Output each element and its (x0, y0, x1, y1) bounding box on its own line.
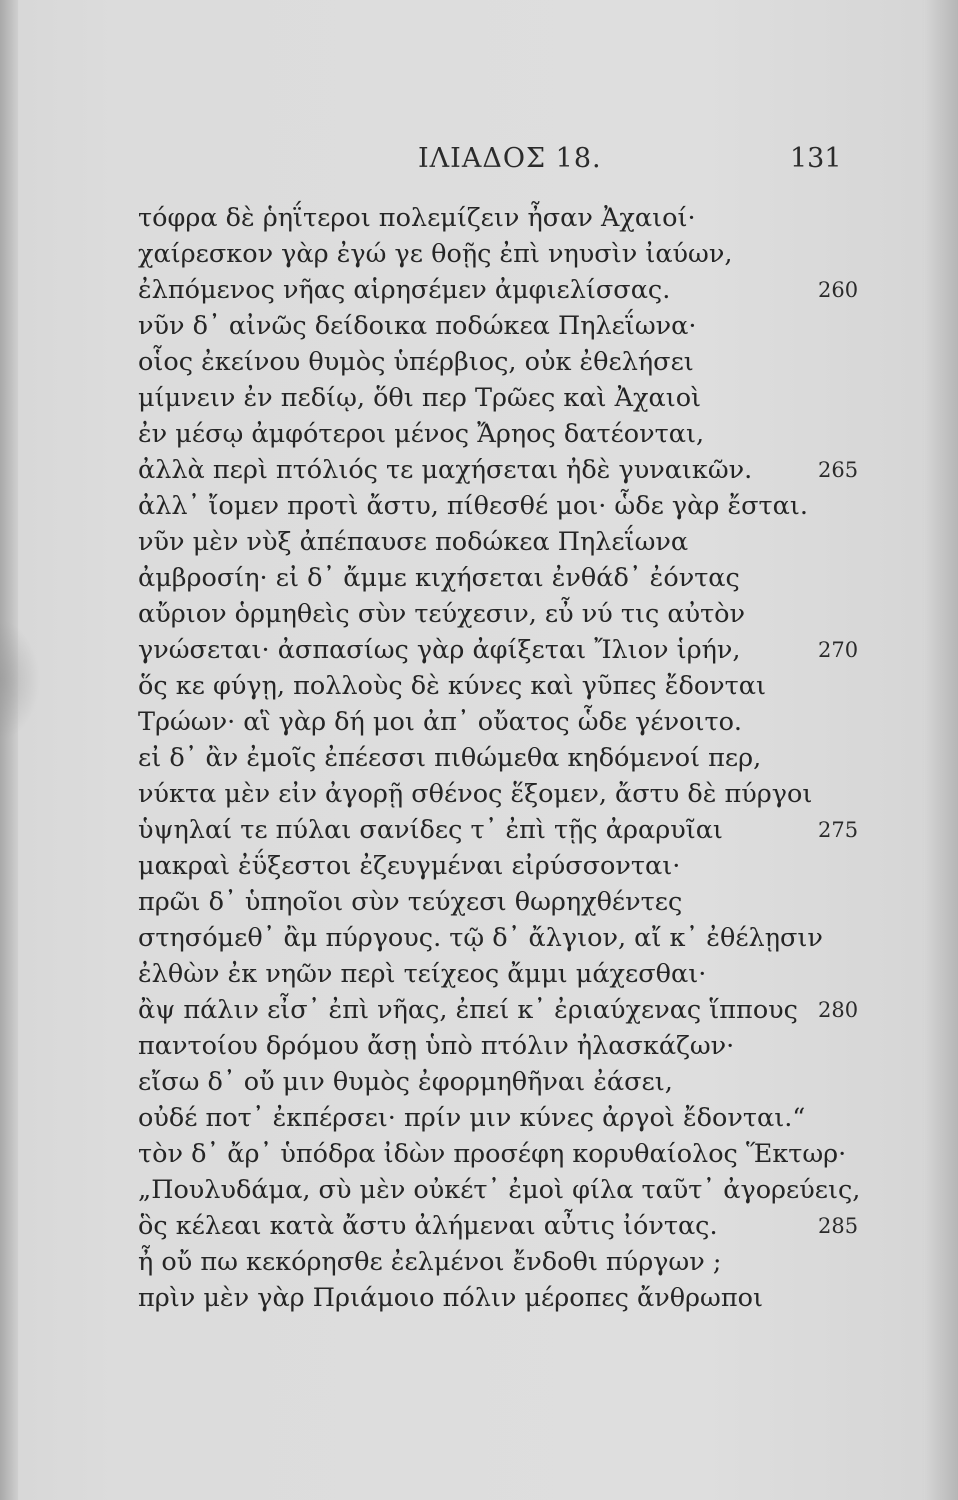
verse-line: χαίρεσκον γὰρ ἐγώ γε θοῇς ἐπὶ νηυσὶν ἰαύων, (138, 239, 733, 269)
line-number: 275 (818, 818, 859, 842)
verse-line: ἀλλὰ περὶ πτόλιός τε μαχήσεται ἠδὲ γυναικῶν. (138, 455, 753, 485)
line-number: 280 (818, 998, 859, 1022)
verse-line: στησόμεθ᾽ ἂμ πύργους. τῷ δ᾽ ἄλγιον, αἴ κ᾽ ἐθέλῃσιν (138, 923, 823, 953)
verse-line: παντοίου δρόμου ἄσῃ ὑπὸ πτόλιν ἠλασκάζων· (138, 1031, 735, 1061)
page-left-edge (0, 0, 18, 1500)
verse-line: νῦν δ᾽ αἰνῶς δείδοικα ποδώκεα Πηλεΐωνα· (138, 311, 697, 341)
verse-line: ἀλλ᾽ ἴομεν προτὶ ἄστυ, πίθεσθέ μοι· ὧδε γὰρ ἔσται. (138, 491, 808, 521)
page-number: 131 (790, 143, 842, 174)
paper-stain (0, 620, 40, 740)
verse-line: γνώσεται· ἀσπασίως γὰρ ἀφίξεται Ἴλιον ἱρήν, (138, 635, 741, 665)
verse-line: ἐν μέσῳ ἀμφότεροι μένος Ἄρηος δατέονται, (138, 419, 705, 449)
running-head: ΙΛΙΑΔΟΣ 18. (418, 143, 602, 174)
verse-line: ἂψ πάλιν εἶσ᾽ ἐπὶ νῆας, ἐπεί κ᾽ ἐριαύχενας ἵππους (138, 995, 798, 1025)
verse-line: εἰ δ᾽ ἂν ἐμοῖς ἐπέεσσι πιθώμεθα κηδόμενοί περ, (138, 743, 762, 773)
verse-line: ἐλπόμενος νῆας αἱρησέμεν ἀμφιελίσσας. (138, 275, 671, 305)
verse-line: οὐδέ ποτ᾽ ἐκπέρσει· πρίν μιν κύνες ἀργοὶ ἔδονται.“ (138, 1103, 806, 1133)
verse-line: τὸν δ᾽ ἄρ᾽ ὑπόδρα ἰδὼν προσέφη κορυθαίολος Ἕκτωρ· (138, 1139, 847, 1169)
verse-line: ὑψηλαί τε πύλαι σανίδες τ᾽ ἐπὶ τῇς ἀραρυῖαι (138, 815, 723, 845)
line-number: 260 (818, 278, 859, 302)
verse-line: εἴσω δ᾽ οὔ μιν θυμὸς ἐφορμηθῆναι ἐάσει, (138, 1067, 673, 1097)
line-number: 285 (818, 1214, 859, 1238)
verse-line: ὅς κε φύγῃ, πολλοὺς δὲ κύνες καὶ γῦπες ἔδονται (138, 671, 767, 701)
verse-line: τόφρα δὲ ῥηΐτεροι πολεμίζειν ἦσαν Ἀχαιοί· (138, 203, 696, 233)
verse-line: Τρώων· αἳ γὰρ δή μοι ἀπ᾽ οὔατος ὧδε γένοιτο. (138, 707, 743, 737)
verse-line: πρὶν μὲν γὰρ Πριάμοιο πόλιν μέροπες ἄνθρωποι (138, 1283, 763, 1313)
line-number: 265 (818, 458, 859, 482)
verse-line: „Πουλυδάμα, σὺ μὲν οὐκέτ᾽ ἐμοὶ φίλα ταῦτ᾽ ἀγορεύεις, (138, 1175, 861, 1205)
verse-line: οἷος ἐκείνου θυμὸς ὑπέρβιος, οὐκ ἐθελήσει (138, 347, 694, 377)
verse-line: νῦν μὲν νὺξ ἀπέπαυσε ποδώκεα Πηλεΐωνα (138, 527, 689, 557)
verse-line: ἐλθὼν ἐκ νηῶν περὶ τείχεος ἄμμι μάχεσθαι· (138, 959, 707, 989)
verse-line: μίμνειν ἐν πεδίῳ, ὅθι περ Τρῶες καὶ Ἀχαιοὶ (138, 383, 702, 413)
verse-line: μακραὶ ἐΰξεστοι ἐζευγμέναι εἰρύσσονται· (138, 851, 681, 881)
verse-line: ἀμβροσίη· εἰ δ᾽ ἄμμε κιχήσεται ἐνθάδ᾽ ἐόντας (138, 563, 740, 593)
verse-line: νύκτα μὲν εἰν ἀγορῇ σθένος ἕξομεν, ἄστυ δὲ πύργοι (138, 779, 813, 809)
line-number: 270 (818, 638, 859, 662)
verse-line: ἦ οὔ πω κεκόρησθε ἐελμένοι ἔνδοθι πύργων ; (138, 1247, 722, 1277)
verse-line: πρῶι δ᾽ ὑπηοῖοι σὺν τεύχεσι θωρηχθέντες (138, 887, 683, 917)
verse-line: ὃς κέλεαι κατὰ ἄστυ ἀλήμεναι αὖτις ἰόντας. (138, 1211, 718, 1241)
page-right-edge (924, 0, 958, 1500)
verse-line: αὔριον ὁρμηθεὶς σὺν τεύχεσιν, εὖ νύ τις αὐτὸν (138, 599, 746, 629)
